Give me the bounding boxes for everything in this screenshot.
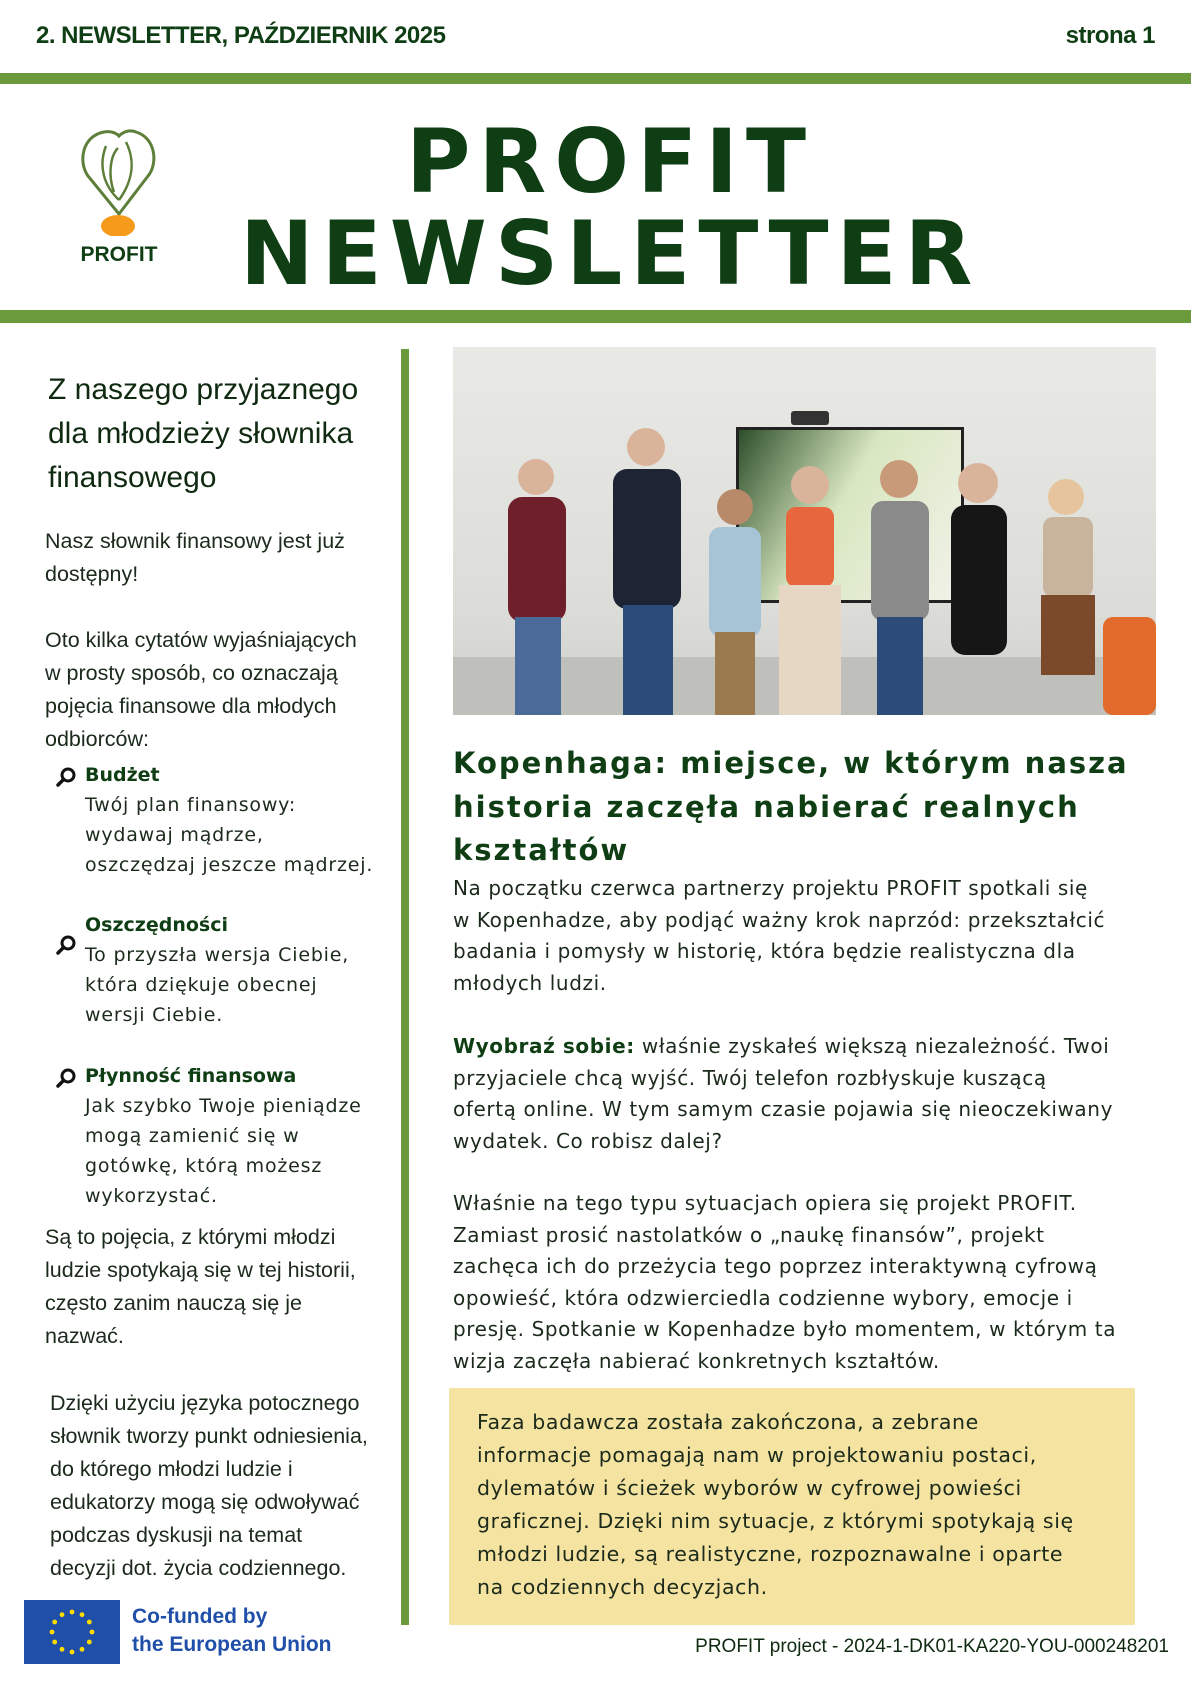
eu-flag-icon <box>24 1600 120 1664</box>
text-line: opowieść, która odzwierciedla codzienne wybory, emocje i <box>453 1285 1073 1310</box>
article-paragraph-3 <box>453 1188 1183 1378</box>
eu-star <box>70 1650 75 1655</box>
eu-line-1: Co-funded by <box>132 1605 268 1628</box>
eu-star <box>52 1620 57 1625</box>
text-line: podczas dyskusji na temat <box>50 1523 303 1547</box>
text-line: Faza badawcza została zakończona, a zebrane <box>477 1410 979 1434</box>
article-heading <box>453 742 1173 873</box>
text-line: dylematów i ścieżek wyborów w cyfrowej powieści <box>477 1476 1022 1500</box>
text-line: nazwać. <box>45 1324 124 1348</box>
eu-star <box>90 1630 95 1635</box>
text-line: Na początku czerwca partnerzy projektu PROFIT spotkali się <box>453 876 1088 900</box>
text-line: dla młodzieży słownika <box>48 417 354 450</box>
text-line: Twój plan finansowy: <box>85 794 297 816</box>
sidebar-outro-2 <box>50 1387 410 1585</box>
text-line: często zanim nauczą się je <box>45 1291 302 1315</box>
text-line: w Kopenhadze, aby podjąć ważny krok naprzód: przekształcić <box>453 907 1106 932</box>
eu-star <box>60 1612 65 1617</box>
text-line: zachęca ich do przeżycia tego poprzez interaktywną cyfrową <box>453 1254 1098 1279</box>
magnifier-icon <box>55 766 77 788</box>
magnifier-icon <box>55 1067 77 1089</box>
text-line: wydawaj mądrze, <box>85 824 264 846</box>
text-line: pojęcia finansowe dla młodych <box>45 694 337 718</box>
top-divider <box>0 73 1191 84</box>
sidebar-intro <box>45 525 405 591</box>
glossary-term-budget <box>55 760 400 880</box>
highlight-text <box>477 1406 1127 1604</box>
text-line: dostępny! <box>45 562 139 586</box>
text-line: Jak szybko Twoje pieniądze <box>85 1095 362 1117</box>
text-line: która dziękuje obecnej <box>85 974 318 996</box>
term-name: Oszczędności <box>85 914 228 936</box>
text-line: Są to pojęcia, z którymi młodzi <box>45 1225 336 1249</box>
sidebar-heading <box>48 368 398 500</box>
text-line: Właśnie na tego typu sytuacjach opiera się projekt PROFIT. <box>453 1191 1077 1215</box>
term-definition <box>85 940 400 1030</box>
text-line: młodzi ludzie, są realistyczne, rozpoznawalne i oparte <box>477 1542 1064 1566</box>
paragraph-line: przyjaciele chcą wyjść. Twój telefon rozbłyskuje kuszącą <box>453 1065 1047 1090</box>
sidebar-outro <box>45 1221 405 1353</box>
text-line: decyzji dot. życia codziennego. <box>50 1556 347 1580</box>
paragraph-text: właśnie zyskałeś większą niezależność. Twoi <box>634 1034 1110 1058</box>
eu-star <box>80 1612 85 1617</box>
article-paragraph-2 <box>453 1031 1183 1157</box>
eu-star <box>80 1647 85 1652</box>
logo-text: PROFIT <box>80 243 158 266</box>
paragraph-line: wydatek. Co robisz dalej? <box>453 1128 723 1153</box>
text-line: odbiorców: <box>45 727 149 751</box>
eu-cofunded-label <box>132 1603 332 1659</box>
text-line: Nasz słownik finansowy jest już <box>45 529 345 553</box>
highlight-box <box>449 1388 1135 1625</box>
text-line: oszczędzaj jeszcze mądrzej. <box>85 854 374 876</box>
glossary-term-liquidity <box>55 1061 400 1211</box>
text-line: informacje pomagają nam w projektowaniu postaci, <box>477 1443 1037 1467</box>
people-silhouettes <box>453 347 1156 715</box>
title-divider <box>0 310 1191 323</box>
magnifier-icon <box>55 934 77 956</box>
text-line: młodych ludzi. <box>453 970 607 995</box>
eu-star <box>87 1640 92 1645</box>
sidebar-intro-2 <box>45 624 405 756</box>
group-photo <box>453 347 1156 715</box>
text-line: wykorzystać. <box>85 1185 218 1207</box>
text-line: wizja zaczęła nabierać konkretnych kształtów. <box>453 1348 940 1373</box>
text-line: mogą zamienić się w <box>85 1125 300 1147</box>
text-line: finansowego <box>48 461 217 494</box>
eu-star <box>87 1620 92 1625</box>
text-line: wersji Ciebie. <box>85 1004 224 1026</box>
title-line-1: PROFIT <box>406 110 814 213</box>
text-line: Dzięki użyciu języka potocznego <box>50 1391 360 1415</box>
text-line: gotówkę, którą możesz <box>85 1155 323 1177</box>
eu-line-2: the European Union <box>132 1633 332 1656</box>
text-line: do którego młodzi ludzie i <box>50 1457 293 1481</box>
text-line: Kopenhaga: miejsce, w którym nasza <box>453 746 1129 780</box>
leaf-pin-icon <box>74 126 164 236</box>
text-line: historia zaczęła nabierać realnych <box>453 789 1080 824</box>
issue-label: 2. NEWSLETTER, PAŹDZIERNIK 2025 <box>36 22 446 49</box>
term-name: Budżet <box>85 764 160 786</box>
profit-logo <box>74 126 164 271</box>
eu-star <box>50 1630 55 1635</box>
text-line: w prosty sposób, co oznaczają <box>45 661 338 685</box>
term-name: Płynność finansowa <box>85 1065 297 1087</box>
text-line: Oto kilka cytatów wyjaśniających <box>45 628 357 652</box>
text-line: To przyszła wersja Ciebie, <box>85 944 350 966</box>
term-definition <box>85 790 400 880</box>
text-line: Zamiast prosić nastolatków o „naukę finansów”, projekt <box>453 1222 1045 1247</box>
paragraph-line: ofertą online. W tym samym czasie pojawia się nieoczekiwany <box>453 1097 1113 1122</box>
paragraph-lead: Wyobraź sobie: <box>453 1034 635 1058</box>
glossary-term-savings <box>55 910 400 1030</box>
text-line: słownik tworzy punkt odniesienia, <box>50 1424 368 1448</box>
text-line: edukatorzy mogą się odwoływać <box>50 1490 360 1514</box>
text-line: presję. Spotkanie w Kopenhadze było momentem, w którym ta <box>453 1317 1117 1342</box>
page-number: strona 1 <box>1065 22 1155 49</box>
eu-star <box>52 1640 57 1645</box>
eu-star <box>70 1610 75 1615</box>
text-line: ludzie spotykają się w tej historii, <box>45 1258 356 1282</box>
eu-stars <box>24 1600 120 1664</box>
project-reference: PROFIT project - 2024-1-DK01-KA220-YOU-000248201 <box>695 1636 1169 1657</box>
text-line: Z naszego przyjaznego <box>48 373 359 406</box>
text-line: graficznej. Dzięki nim sytuacje, z którymi spotykają się <box>477 1509 1074 1533</box>
text-line: kształtów <box>453 833 630 867</box>
text-line: na codziennych decyzjach. <box>477 1575 768 1599</box>
article-paragraph-1 <box>453 873 1183 999</box>
term-definition <box>85 1091 400 1211</box>
eu-star <box>60 1647 65 1652</box>
text-line: badania i pomysły w historię, która będzie realistyczna dla <box>453 939 1076 964</box>
title-line-2: NEWSLETTER <box>240 202 981 305</box>
